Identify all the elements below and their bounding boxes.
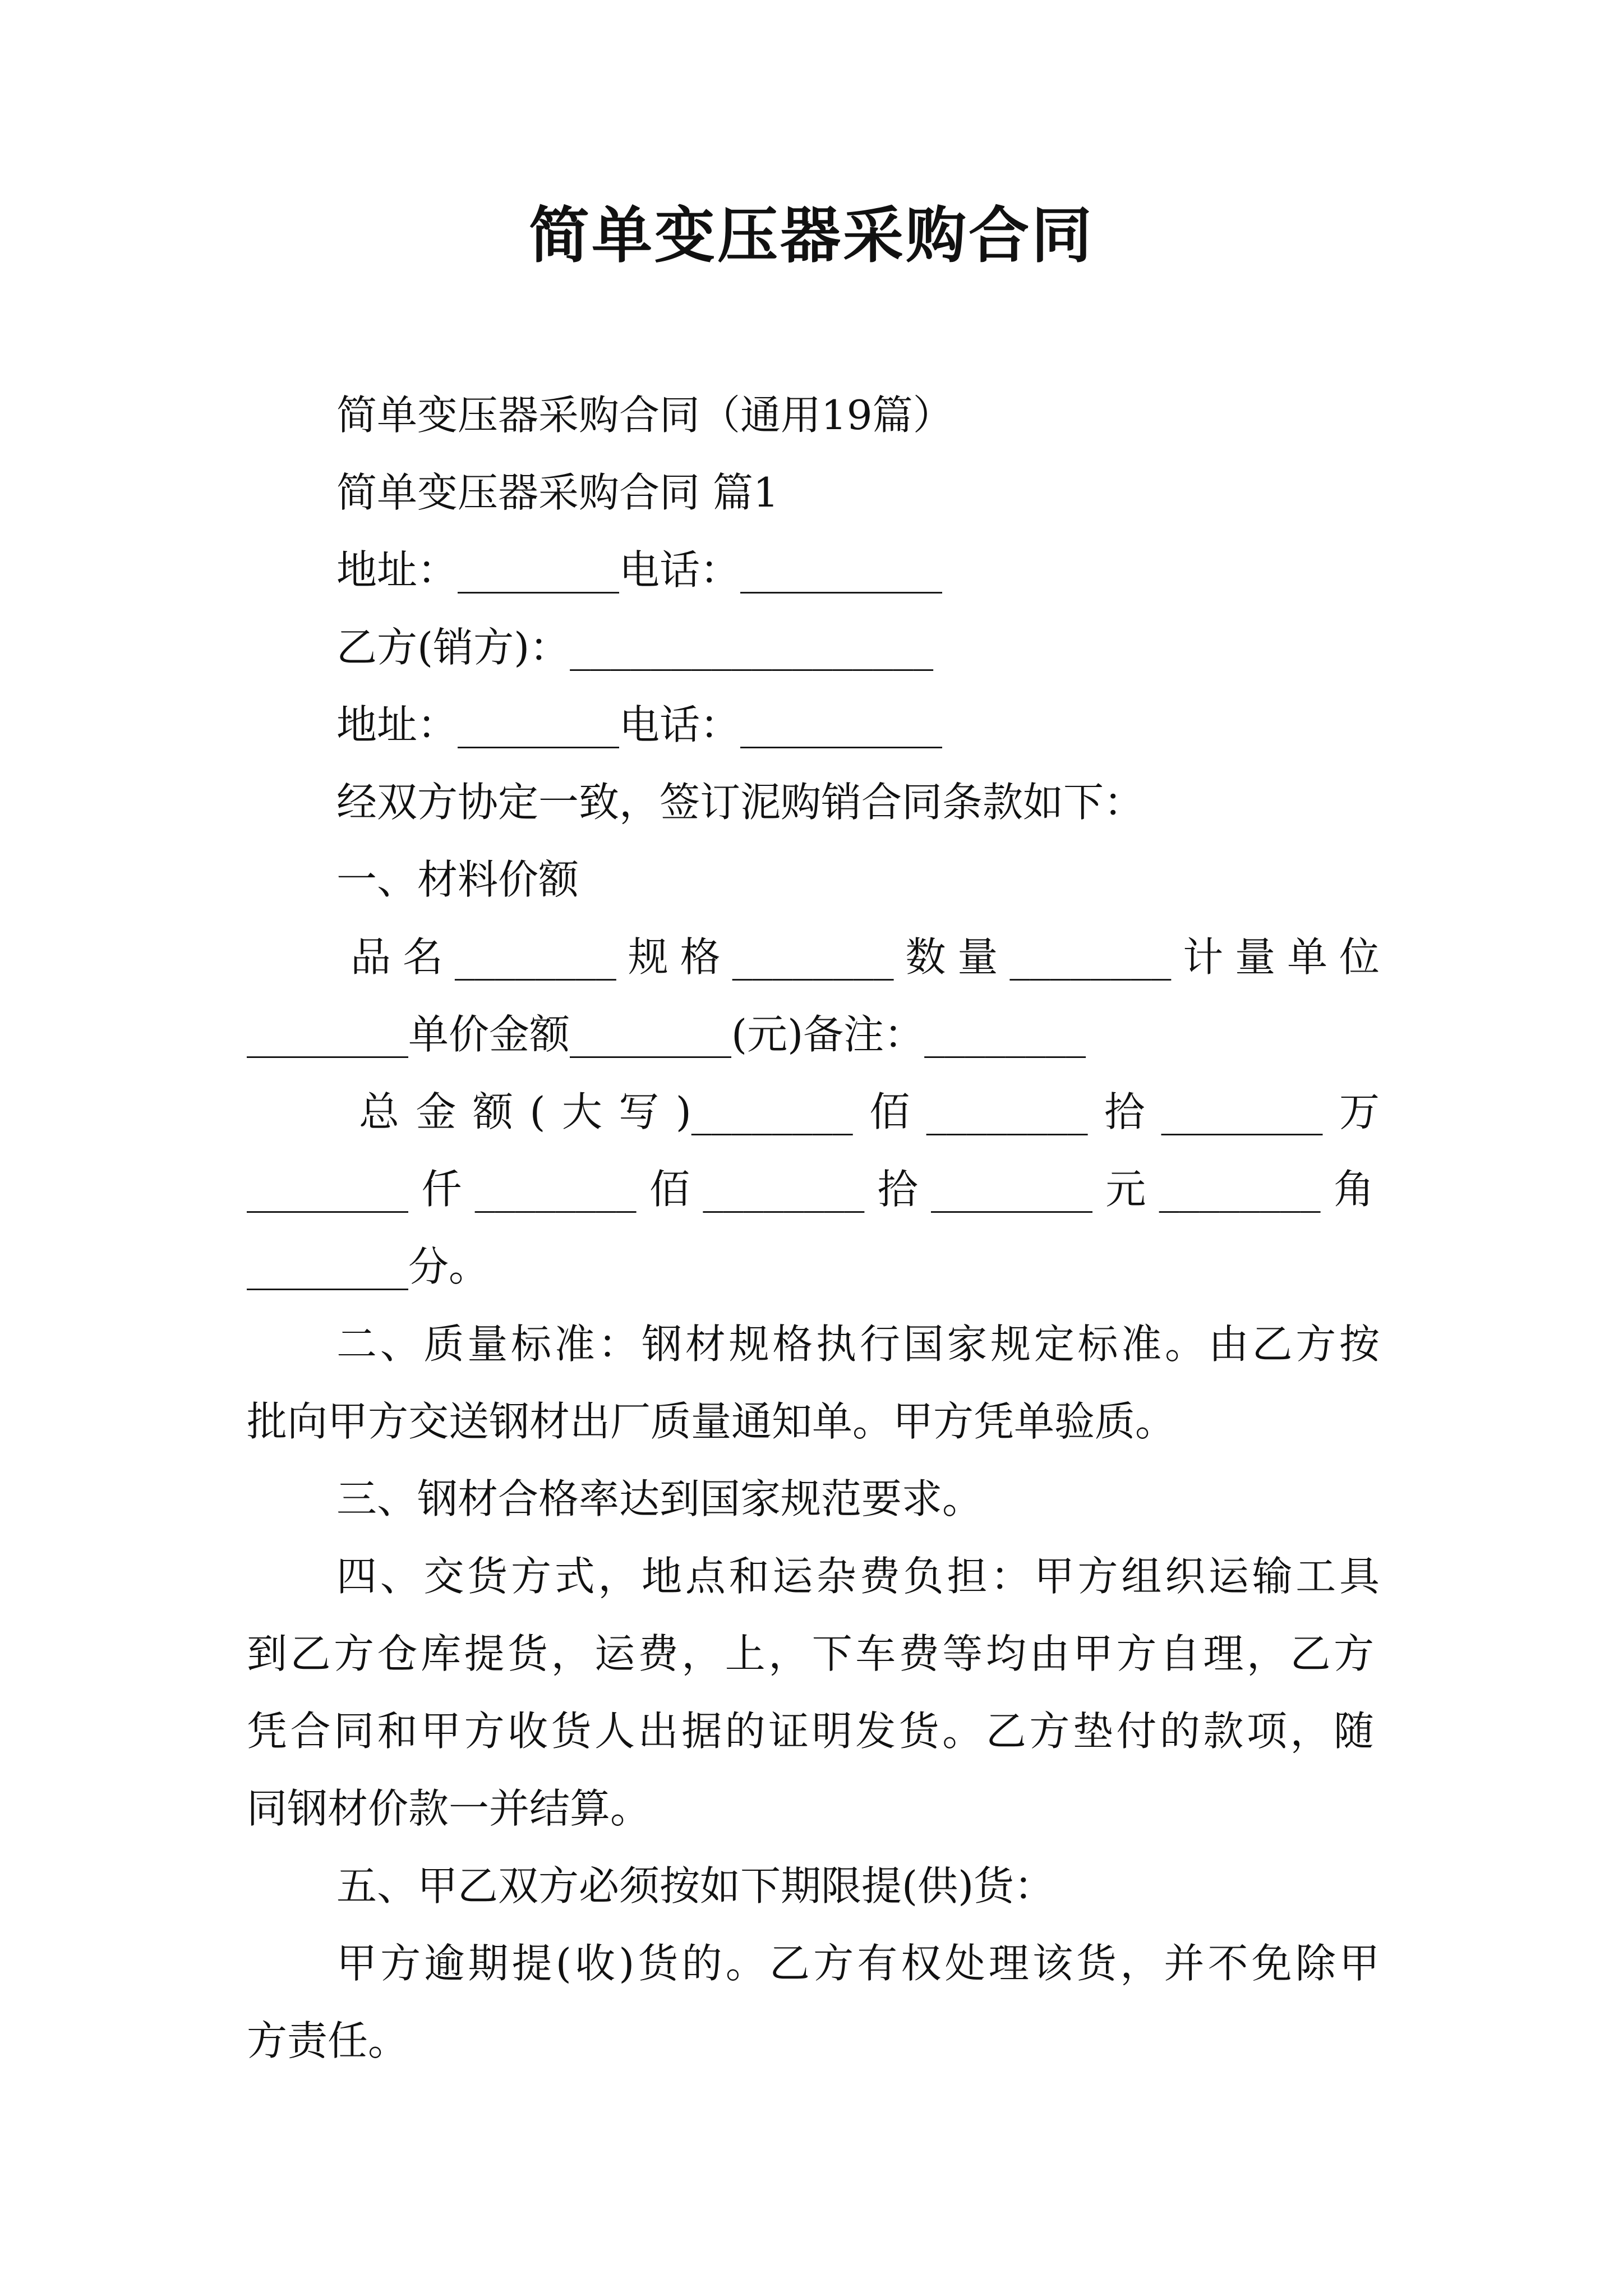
paragraph-line: ________仟________佰________拾________元________角 bbox=[247, 1166, 1375, 1213]
paragraph-line: 一、材料价额 bbox=[336, 856, 579, 903]
paragraph-line: ________单价金额________(元)备注：________ bbox=[247, 1011, 1086, 1058]
paragraph-line: 品名________规格________数量________计量单位 bbox=[351, 933, 1380, 981]
document-title: 简单变压器采购合同 bbox=[528, 200, 1094, 271]
paragraph-line: 地址：________电话：__________ bbox=[336, 546, 943, 593]
paragraph-line: 三、钢材合格率达到国家规范要求。 bbox=[336, 1475, 983, 1522]
paragraph-line: 地址：________电话：__________ bbox=[336, 701, 943, 748]
paragraph-line: 乙方(销方)：__________________ bbox=[336, 624, 934, 671]
paragraph-line: 方责任。 bbox=[247, 2017, 409, 2064]
paragraph-line: 四、交货方式，地点和运杂费负担：甲方组织运输工具 bbox=[336, 1553, 1380, 1600]
paragraph-line: 批向甲方交送钢材出厂质量通知单。甲方凭单验质。 bbox=[247, 1398, 1176, 1445]
paragraph-line: 简单变压器采购合同（通用19篇） bbox=[336, 392, 953, 439]
paragraph-line: 甲方逾期提(收)货的。乙方有权处理该货，并不免除甲 bbox=[336, 1940, 1380, 1987]
paragraph-line: 总金额(大写)________佰________拾________万 bbox=[359, 1088, 1380, 1135]
paragraph-line: 到乙方仓库提货，运费，上，下车费等均由甲方自理，乙方 bbox=[247, 1630, 1374, 1677]
paragraph-line: 二、质量标准：钢材规格执行国家规定标准。由乙方按 bbox=[336, 1320, 1380, 1368]
paragraph-line: 同钢材价款一并结算。 bbox=[247, 1785, 651, 1832]
paragraph-line: 经双方协定一致，签订泥购销合同条款如下： bbox=[336, 779, 1145, 826]
paragraph-line: 五、甲乙双方必须按如下期限提(供)货： bbox=[336, 1862, 1055, 1910]
paragraph-line: 凭合同和甲方收货人出据的证明发货。乙方垫付的款项，随 bbox=[247, 1708, 1374, 1755]
paragraph-line: ________分。 bbox=[247, 1243, 490, 1290]
paragraph-line: 简单变压器采购合同 篇1 bbox=[336, 469, 779, 516]
